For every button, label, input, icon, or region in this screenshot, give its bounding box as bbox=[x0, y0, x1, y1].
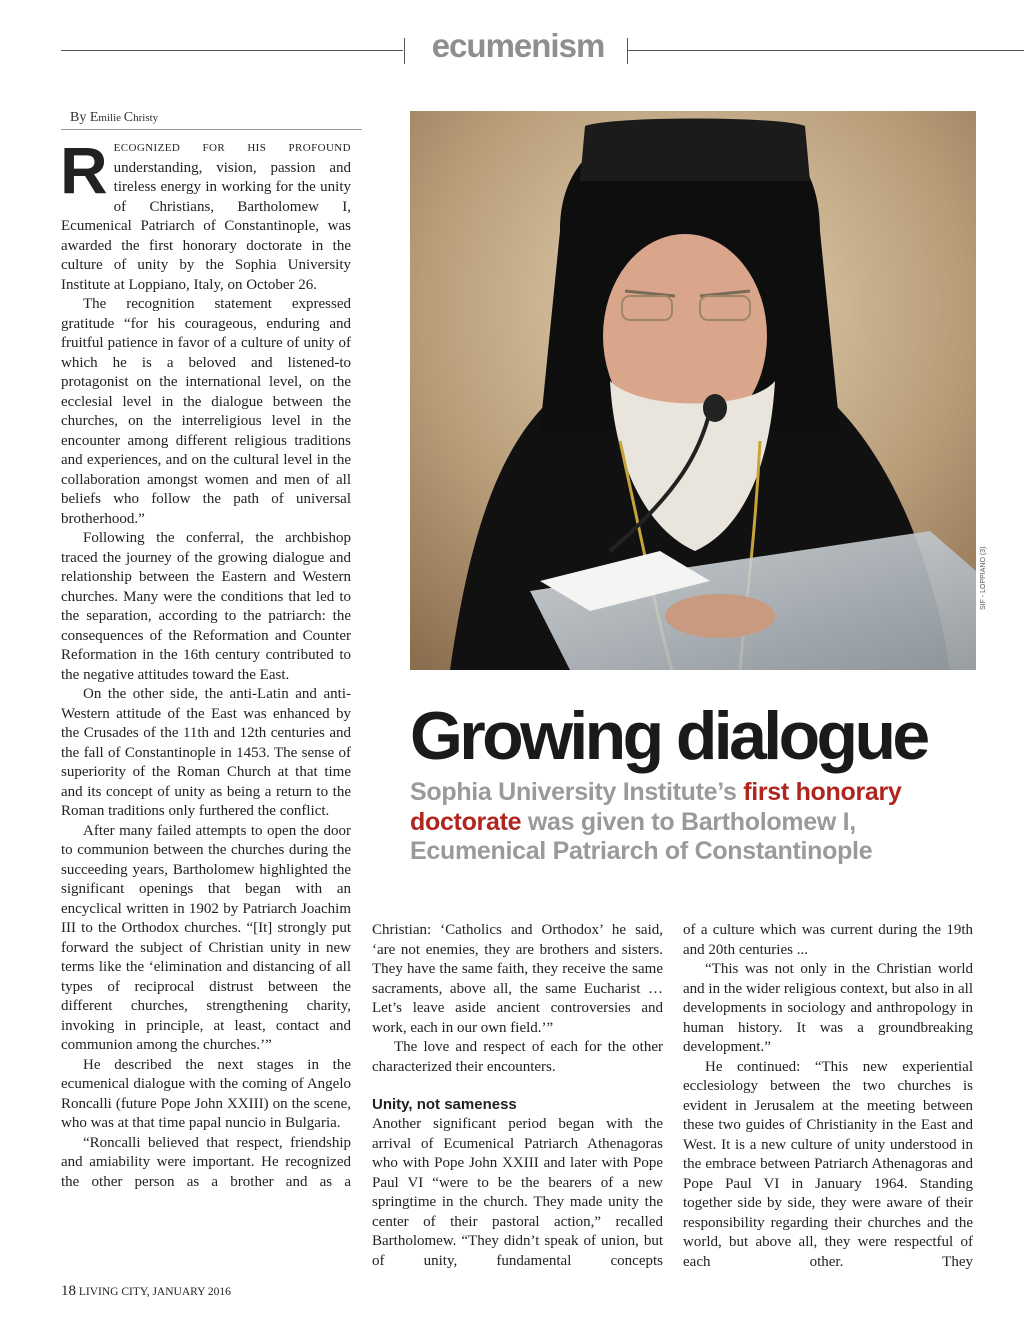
page-number: 18 bbox=[61, 1283, 76, 1299]
patriarch-photo bbox=[410, 111, 976, 670]
lead-paragraph: RECOGNIZED FOR HIS PROFOUND understanding, vision, passion and tireless energy in working for the unity of Christians, Bartholomew I, Ecumenical Patriarch of Constantinople, was awarded the first honorary doctorate in the culture of unity by the Sophia University Institute at Loppiano, Italy, on October 26. bbox=[60, 133, 351, 293]
header-tick-right bbox=[627, 38, 628, 64]
body-paragraph: After many failed attempts to open the door to communion between the churches during the succeeding years, Bartholomew highlighted the significant openings that began with an encyclical written in 1902 by Patriarch Joachim III to the Orthodox churches. “[It] strongly put forward the subject of Christian unity in new terms like the ‘elimination and distancing of all types of reciprocal distrust between the different churches, strengthening charity, invoking in principle, at least, contact and communion among the churches.’” bbox=[61, 822, 351, 1053]
article-column-3 bbox=[683, 921, 973, 1272]
body-paragraph: of a culture which was current during the 19th and 20th centuries ... bbox=[683, 922, 973, 958]
body-paragraph: Another significant period began with the arrival of Ecumenical Patriarch Athenagoras who with Pope John XXIII and later with Pope Paul VI “were to be the bearers of a new springtime in the church. They made unity the center of their pastoral action,” recalled Bartholomew. “They didn’t speak of union, but of unity, fundamental concepts bbox=[372, 1116, 663, 1269]
header-rule-right bbox=[628, 50, 1024, 51]
deck-highlight: first honorary doctorate bbox=[410, 778, 902, 836]
body-paragraph: He described the next stages in the ecumenical dialogue with the coming of Angelo Roncalli (future Pope John XXIII) on the scene, who was at that time papal nuncio in Bulgaria. bbox=[61, 1056, 351, 1131]
body-paragraph: “Roncalli believed that respect, friendship and amiability were important. He recognized the other person as a brother and as a bbox=[61, 1134, 351, 1190]
photo-credit: SIF - LOPPIANO (3) bbox=[980, 546, 987, 610]
deck: Sophia University Institute’s first honorary doctorate was given to Bartholomew I, Ecumenical Patriarch of Constantinople bbox=[410, 778, 902, 865]
byline-rule bbox=[61, 129, 362, 130]
body-paragraph: “This was not only in the Christian world and in the wider religious context, but also in all developments in sociology and anthropology in human history. It was a groundbreaking development.” bbox=[683, 961, 973, 1055]
headline: Growing dialogue bbox=[410, 698, 927, 774]
subhead: Unity, not sameness bbox=[372, 1096, 517, 1113]
body-paragraph: He continued: “This new experiential ecclesiology between the two churches is evident in Jerusalem at the meeting between these two guides of Christianity in the East and West. It is a new culture of unity understood in the embrace between Patriarch Athenagoras and Pope Paul VI in January 1964. Standing together side by side, they were aware of their responsibility regarding their churches and the world, but above all, they were respectful of each other. They bbox=[683, 1058, 973, 1270]
article-column-1 bbox=[60, 133, 351, 1192]
byline: By Emilie Christy bbox=[70, 110, 159, 125]
article-column-2 bbox=[372, 921, 663, 1271]
section-label: ecumenism bbox=[431, 27, 605, 64]
page-footer bbox=[61, 1283, 231, 1300]
body-paragraph: The recognition statement expressed gratitude “for his courageous, enduring and fruitful patience in favor of a culture of unity of which he is a beloved and listened-to protagonist on the international level, on the ecclesial level in the dialogue between the churches, on the interreligious level in the encounter among different religious traditions and experiences, and on the cultural level in the collaboration amongst women and men of all beliefs who follow the path of universal brotherhood.” bbox=[61, 296, 351, 527]
body-paragraph: Following the conferral, the archbishop traced the journey of the growing dialogue and relationship between the Eastern and Western churches. Many were the conditions that led to the separation, according to the patriarch: the consequences of the Reformation and Counter Reformation in the 16th century contributed to the negative attitudes toward the East. bbox=[61, 530, 351, 683]
body-paragraph: Christian: ‘Catholics and Orthodox’ he said, ‘are not enemies, they are brothers and sisters. They have the same faith, they receive the same sacraments, above all, the same Eucharist … Let’s leave aside ancient controversies and work, each in our own field.’” bbox=[372, 922, 663, 1036]
drop-cap: R bbox=[60, 133, 108, 207]
body-paragraph: The love and respect of each for the other characterized their encounters. bbox=[372, 1039, 663, 1075]
header-tick-left bbox=[404, 38, 405, 64]
photo-illustration bbox=[410, 111, 976, 670]
header-rule-left bbox=[61, 50, 403, 51]
body-paragraph: On the other side, the anti-Latin and anti-Western attitude of the East was enhanced by the Crusades of the 11th and 12th centuries and the fall of Constantinople in 1453. The sense of superiority of the Roman Church at that time and its concept of unity as being a return to the Roman traditions only furthered the conflict. bbox=[61, 686, 351, 819]
publication-line: LIVING CITY, JANUARY 2016 bbox=[76, 1286, 231, 1298]
